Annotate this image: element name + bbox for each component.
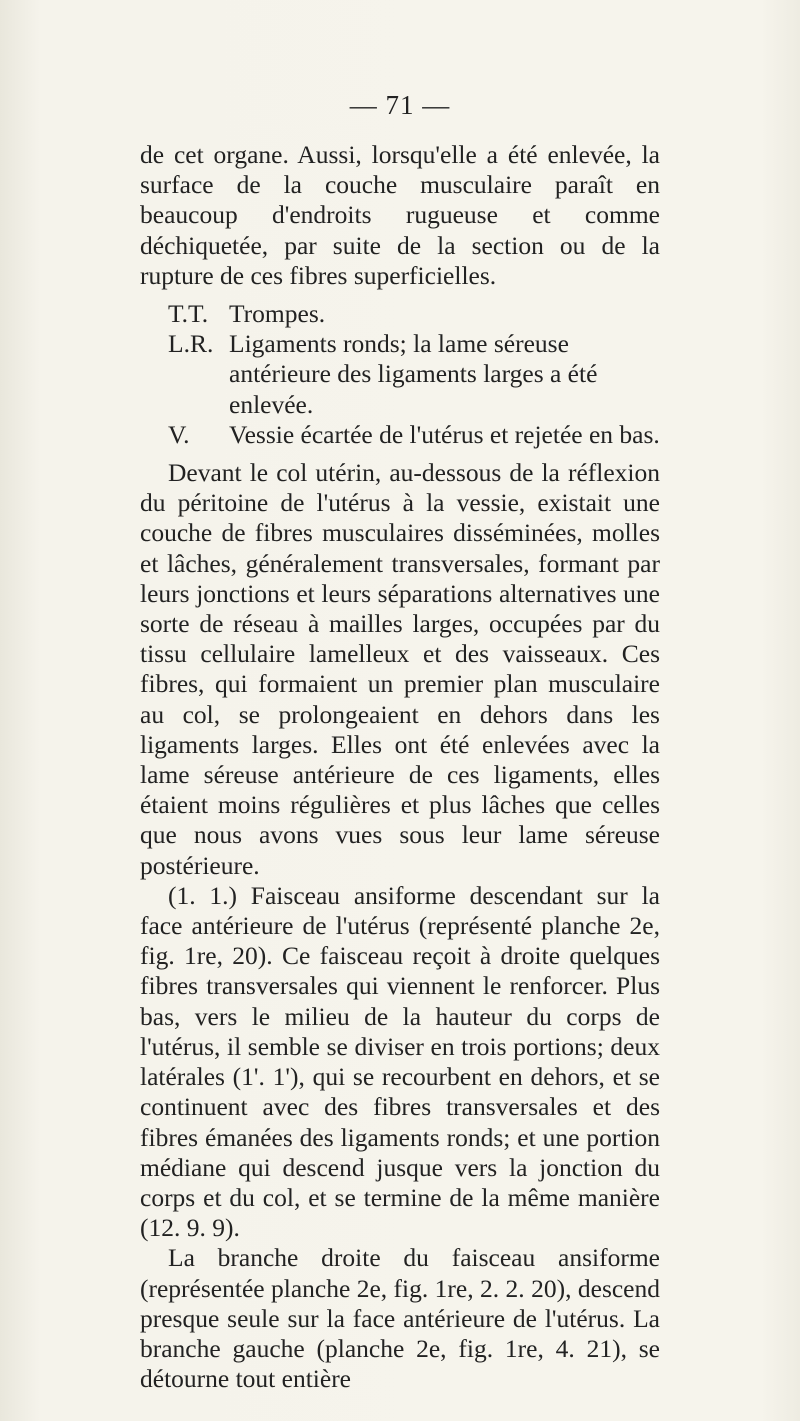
legend-item bbox=[140, 329, 660, 420]
legend-item bbox=[140, 420, 660, 450]
legend-text: Vessie écartée de l'utérus et rejetée en bas. bbox=[229, 419, 660, 449]
figure-legend bbox=[140, 299, 660, 450]
legend-key: L.R. bbox=[168, 329, 214, 359]
page-number: — 71 — bbox=[349, 90, 451, 120]
intro-paragraph: de cet organe. Aussi, lorsqu'elle a été enlevée, la surface de la couche musculaire paraît en beaucoup d'endroits rugueuse et comme déchiquetée, par suite de la section ou de la rupture de ces fibres superficielles. bbox=[140, 140, 660, 290]
legend-key: T.T. bbox=[168, 299, 209, 329]
legend-key: V. bbox=[168, 419, 190, 449]
paragraph-cervix-fibres: Devant le col utérin, au-dessous de la réflexion du péritoine de l'utérus à la vessie, existait une couche de fibres musculaires disséminées, molles et lâches, généralement transversales, formant par leurs jonctions et leurs séparations alternatives une sorte de réseau à mailles larges, occupées par du tissu cellulaire lamelleux et des vaisseaux. Ces fibres, qui formaient un premier plan musculaire au col, se prolongeaient en dehors dans les ligaments larges. Elles ont été enlevées avec la lame séreuse antérieure de ces ligaments, elles étaient moins régulières et plus lâches que celles que nous avons vues sous leur lame séreuse postérieure. bbox=[140, 458, 660, 880]
legend-text: Ligaments ronds; la lame séreuse antérieure des ligaments larges a été enlevée. bbox=[229, 329, 598, 419]
paragraph-ansiform-bundle: (1. 1.) Faisceau ansiforme descendant sur la face antérieure de l'utérus (représenté planche 2e, fig. 1re, 20). Ce faisceau reçoit à droite quelques fibres transversales qui viennent le renforcer. Plus bas, vers le milieu de la hauteur du corps de l'utérus, il semble se diviser en trois portions; deux latérales (1'. 1'), qui se recourbent en dehors, et se continuent avec des fibres transversales et des fibres émanées des ligaments ronds; et une portion médiane qui descend jusque vers la jonction du corps et du col, et se termine de la même manière (12. 9. 9). bbox=[140, 880, 660, 1243]
legend-item bbox=[140, 299, 660, 329]
legend-text: Trompes. bbox=[229, 299, 326, 329]
page-body bbox=[140, 140, 660, 1394]
paragraph-right-branch: La branche droite du faisceau ansiforme (représentée planche 2e, fig. 1re, 2. 2. 20), descend presque seule sur la face antérieure de l'utérus. La branche gauche (planche 2e, fig. 1re, 4. 21), se détourne tout entière bbox=[140, 1243, 660, 1394]
